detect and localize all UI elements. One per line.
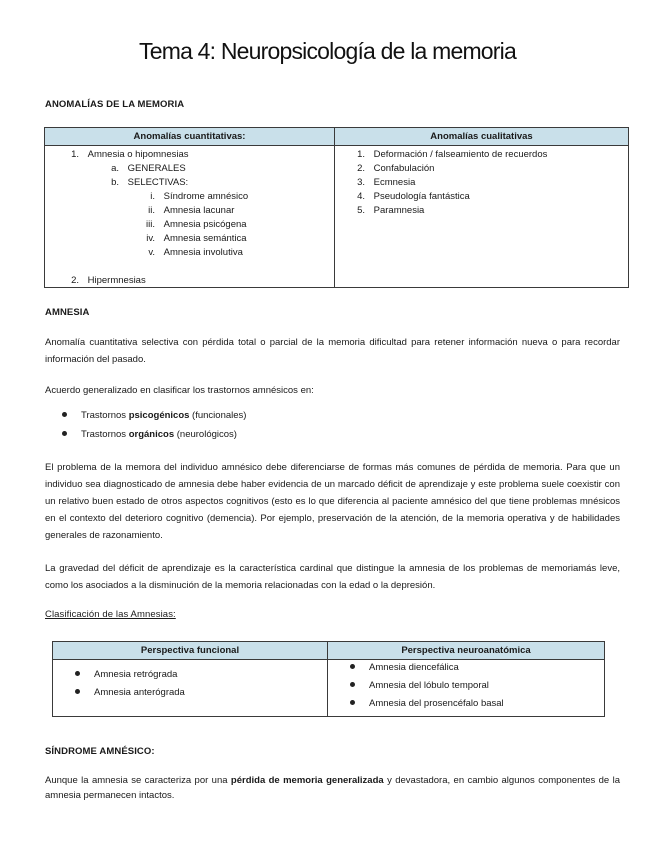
funcional-cell <box>53 660 328 717</box>
section-heading-amnesia: AMNESIA <box>45 307 90 318</box>
amnesia-classification-intro: Acuerdo generalizado en clasificar los trastornos amnésicos en: <box>45 385 314 396</box>
section-heading-sindrome: SÍNDROME AMNÉSICO: <box>45 746 155 757</box>
neuroanatomica-cell <box>328 660 605 717</box>
sindrome-paragraph: Aunque la amnesia se caracteriza por una pérdida de memoria generalizada y devastadora, en cambio algunos componentes de la amnesia permanecen intactos. <box>45 775 620 801</box>
list-item: ii. Amnesia lacunar <box>148 205 235 216</box>
bullet-icon <box>350 664 355 669</box>
list-item: iii. Amnesia psicógena <box>146 219 247 230</box>
list-item: 1. Amnesia o hipomnesias <box>71 149 189 160</box>
bullet-icon <box>350 682 355 687</box>
list-item: iv. Amnesia semántica <box>146 233 247 244</box>
bullet-icon <box>62 431 67 436</box>
bullet-icon <box>75 671 80 676</box>
bullet-icon <box>62 412 67 417</box>
list-item: 2. Confabulación <box>357 163 435 174</box>
list-item: 5. Paramnesia <box>357 205 425 216</box>
table-header-cualitativas: Anomalías cualitativas <box>335 128 629 146</box>
list-item: Amnesia diencefálica <box>350 662 459 673</box>
list-item: Trastornos psicogénicos (funcionales) <box>62 410 246 421</box>
list-item: Trastornos orgánicos (neurológicos) <box>62 429 237 440</box>
classification-label: Clasificación de las Amnesias: <box>45 609 176 620</box>
cualitativas-cell <box>335 146 629 288</box>
bullet-icon <box>350 700 355 705</box>
list-item: 2. Hipermnesias <box>71 275 146 286</box>
page-title: Tema 4: Neuropsicología de la memoria <box>139 38 516 64</box>
list-item: v. Amnesia involutiva <box>148 247 243 258</box>
list-item: Amnesia anterógrada <box>75 687 185 698</box>
list-item: 1. Deformación / falseamiento de recuerdos <box>357 149 548 160</box>
list-item: Amnesia retrógrada <box>75 669 177 680</box>
anomalias-table <box>44 127 629 288</box>
list-item: 4. Pseudología fantástica <box>357 191 470 202</box>
bullet-icon <box>75 689 80 694</box>
list-item: Amnesia del prosencéfalo basal <box>350 698 504 709</box>
section-heading-anomalias: ANOMALÍAS DE LA MEMORIA <box>45 99 185 110</box>
amnesia-definition: Anomalía cuantitativa selectiva con pérdida total o parcial de la memoria dificultad para retener información nueva o para recordar información del pasado. <box>45 337 620 365</box>
amnesia-paragraph-severity: La gravedad del déficit de aprendizaje es la característica cardinal que distingue la amnesia de los problemas de memoriamás leve, como los asociados a la disminución de la memoria relacionadas con la edad o la depresión. <box>45 563 620 591</box>
list-item: b. SELECTIVAS: <box>111 177 189 188</box>
table-header-cuantitativas: Anomalías cuantitativas: <box>45 128 335 146</box>
table-header-neuroanatomica: Perspectiva neuroanatómica <box>328 642 605 660</box>
cuantitativas-cell <box>45 146 335 288</box>
list-item: 3. Ecmnesia <box>357 177 416 188</box>
amnesia-paragraph-memory-problem: El problema de la memora del individuo amnésico debe diferenciarse de formas más comunes de pérdida de memoria. Para que un individuo sea diagnosticado de amnesia debe haber evidencia de un marcado déficit de aprendizaje y este problema suele coexistir con un relativo buen estado de otros aspectos cognitivos (esto es lo que diferencia al paciente amnésico del que tiene problemas mnésicos en el contexto del deterioro cognitivo (demencia). Por ejemplo, preservación de la atención, de la memoria operativa y de habilidades generales de razonamiento. <box>45 462 620 541</box>
clasificacion-table <box>52 641 605 717</box>
list-item: i. Síndrome amnésico <box>150 191 249 202</box>
list-item: a. GENERALES <box>111 163 186 174</box>
table-header-funcional: Perspectiva funcional <box>53 642 328 660</box>
list-item: Amnesia del lóbulo temporal <box>350 680 489 691</box>
